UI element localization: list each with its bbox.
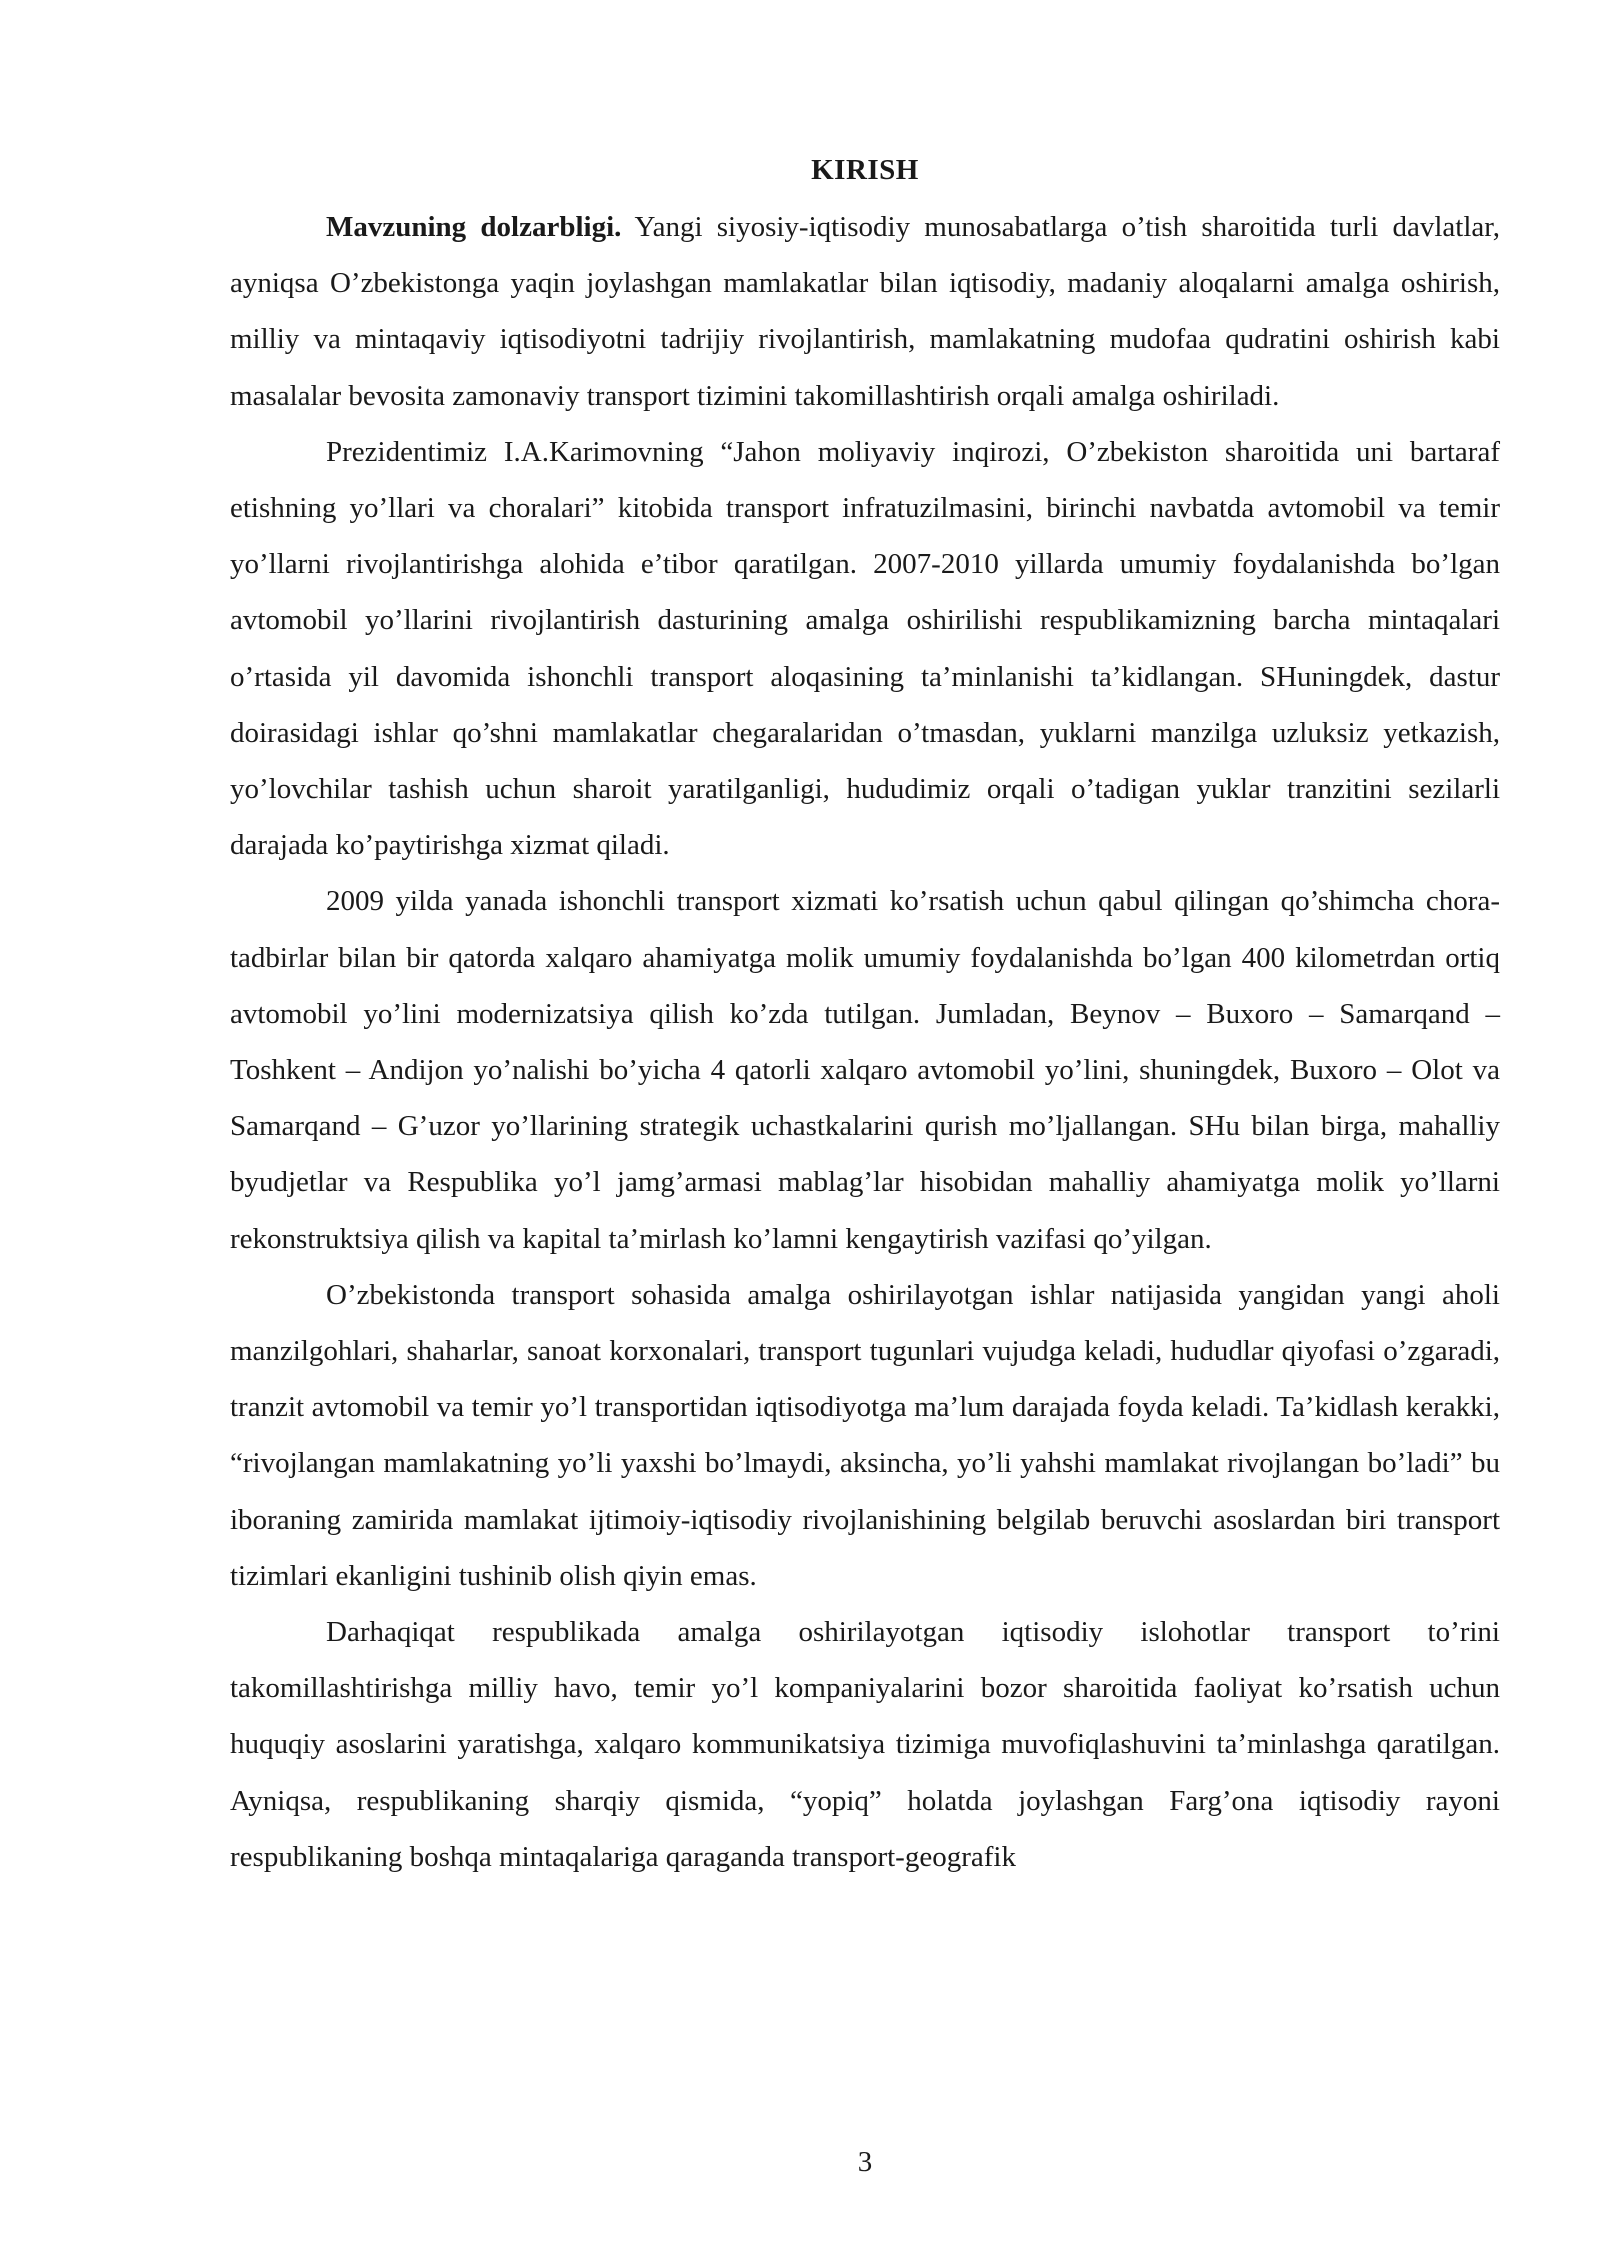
section-title: KIRISH bbox=[811, 154, 919, 186]
paragraph-lead: Mavzuning dolzarbligi. bbox=[326, 211, 622, 243]
paragraph-reforms bbox=[230, 1604, 1500, 1885]
paragraph-text: Yangi siyosiy-iqtisodiy munosabatlarga o’tish sharoitida turli davlatlar, ayniqsa O’zbekistonga yaqin joylashgan mamlakatlar bilan iqtisodiy, madaniy aloqalarni amalga oshirish, milliy va mintaqaviy iqtisodiyotni tadrijiy rivojlantirish, mamlakatning mudofaa qudratini oshirish kabi masalalar bevosita zamonaviy transport tizimini takomillashtirish orqali amalga oshiriladi. bbox=[230, 211, 1500, 412]
paragraph-relevance bbox=[230, 199, 1500, 424]
paragraph-president-book bbox=[230, 424, 1500, 874]
paragraph-2009-modernization bbox=[230, 873, 1500, 1266]
paragraph-text: Prezidentimiz I.A.Karimovning “Jahon moliyaviy inqirozi, O’zbekiston sharoitida uni bartaraf etishning yo’llari va choralari” kitobida transport infratuzilmasini, birinchi navbatda avtomobil va temir yo’llarni rivojlantirishga alohida e’tibor qaratilgan. 2007-2010 yillarda umumiy foydalanishda bo’lgan avtomobil yo’llarini rivojlantirish dasturining amalga oshirilishi respublikamizning barcha mintaqalari o’rtasida yil davomida ishonchli transport aloqasining ta’minlanishi ta’kidlangan. SHuningdek, dastur doirasidagi ishlar qo’shni mamlakatlar chegaralaridan o’tmasdan, yuklarni manzilga uzluksiz yetkazish, yo’lovchilar tashish uchun sharoit yaratilganligi, hududimiz orqali o’tadigan yuklar tranzitini sezilarli darajada ko’paytirishga xizmat qiladi. bbox=[230, 435, 1500, 862]
page-number: 3 bbox=[857, 2146, 873, 2178]
paragraph-text: O’zbekistonda transport sohasida amalga oshirilayotgan ishlar natijasida yangidan yangi aholi manzilgohlari, shaharlar, sanoat korxonalari, transport tugunlari vujudga keladi, hududlar qiyofasi o’zgaradi, tranzit avtomobil va temir yo’l transportidan iqtisodiyotga ma’lum darajada foyda keladi. Ta’kidlash kerakki, “rivojlangan mamlakatning yo’li yaxshi bo’lmaydi, aksincha, yo’li yahshi mamlakat rivojlangan bo’ladi” bu iboraning zamirida mamlakat ijtimoiy-iqtisodiy rivojlanishining belgilab beruvchi asoslardan biri transport tizimlari ekanligini tushinib olish qiyin emas. bbox=[230, 1278, 1500, 1592]
paragraph-text: 2009 yilda yanada ishonchli transport xizmati ko’rsatish uchun qabul qilingan qo’shimcha chora-tadbirlar bilan bir qatorda xalqaro ahamiyatga molik umumiy foydalanishda bo’lgan 400 kilometrdan ortiq avtomobil yo’lini modernizatsiya qilish ko’zda tutilgan. Jumladan, Beynov – Buxoro – Samarqand – Toshkent – Andijon yo’nalishi bo’yicha 4 qatorli xalqaro avtomobil yo’lini, shuningdek, Buxoro – Olot va Samarqand – G’uzor yo’llarining strategik uchastkalarini qurish mo’ljallangan. SHu bilan birga, mahalliy byudjetlar va Respublika yo’l jamg’armasi mablag’lar hisobidan mahalliy ahamiyatga molik yo’llarni rekonstruktsiya qilish va kapital ta’mirlash ko’lamni kengaytirish vazifasi qo’yilgan. bbox=[230, 885, 1500, 1255]
paragraph-transport-results bbox=[230, 1267, 1500, 1604]
body-text bbox=[230, 199, 1500, 1885]
paragraph-text: Darhaqiqat respublikada amalga oshirilayotgan iqtisodiy islohotlar transport to’rini takomillashtirishga milliy havo, temir yo’l kompaniyalarini bozor sharoitida faoliyat ko’rsatish uchun huquqiy asoslarini yaratishga, xalqaro kommunikatsiya tizimiga muvofiqlashuvini ta’minlashga qaratilgan. Ayniqsa, respublikaning sharqiy qismida, “yopiq” holatda joylashgan Farg’ona iqtisodiy rayoni respublikaning boshqa mintaqalariga qaraganda transport-geografik bbox=[230, 1616, 1500, 1873]
